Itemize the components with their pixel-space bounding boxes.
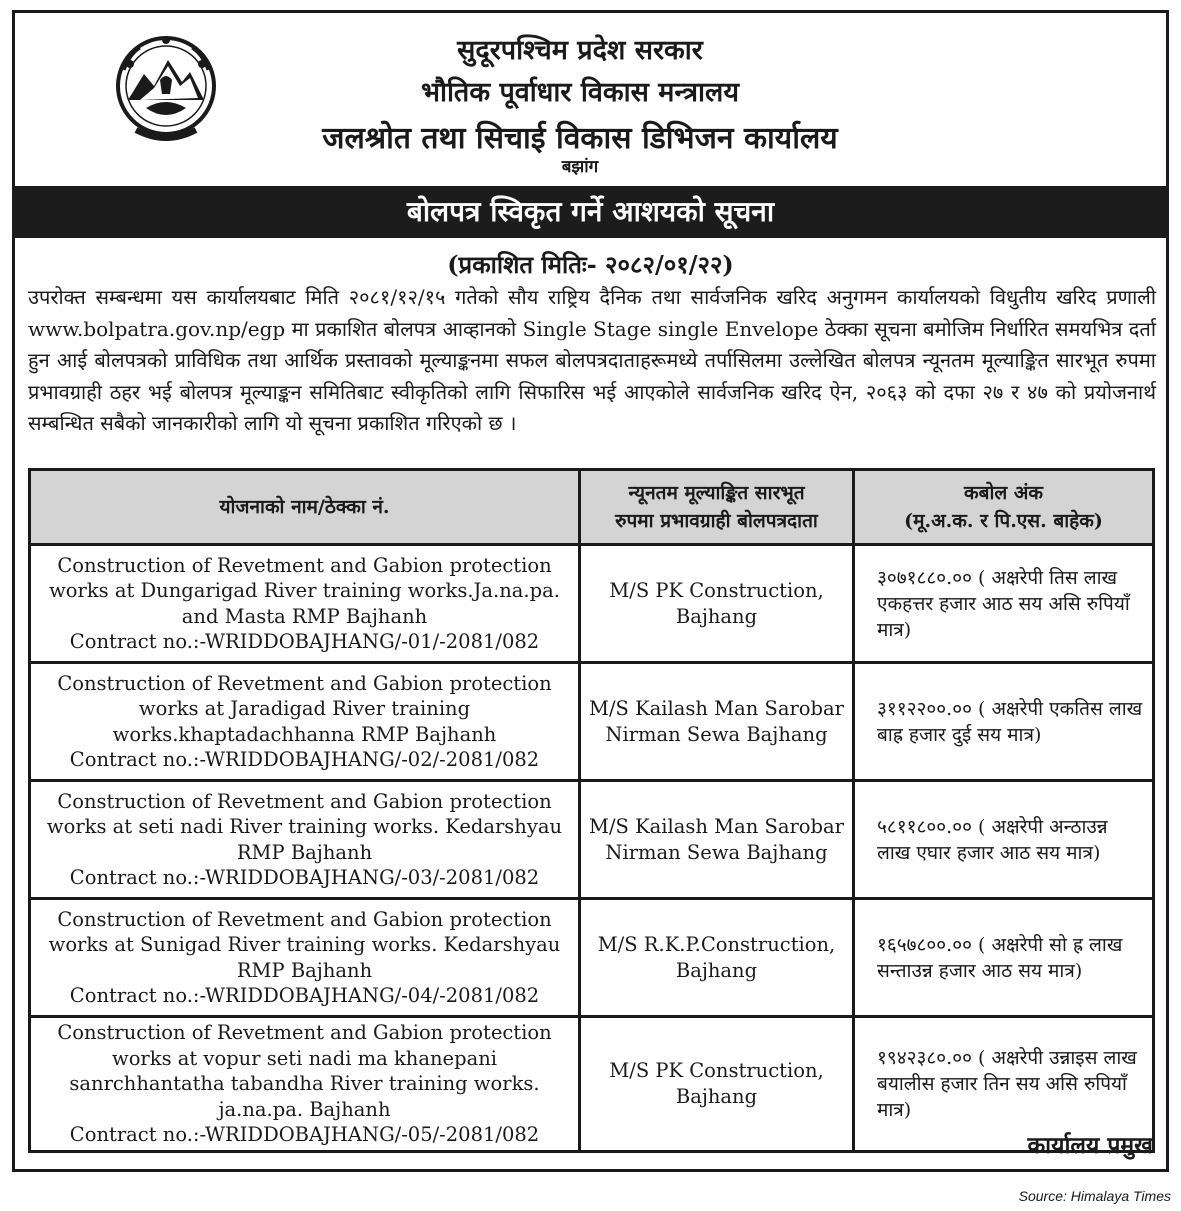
header-amount: कबोल अंक (मू.अ.क. र पि.एस. बाहेक): [854, 470, 1154, 545]
table-row: [30, 1017, 1154, 1152]
amount-cell: ३०७१८८०.०० ( अक्षरेपी तिस लाख एकहत्तर हजार आठ सय असि रुपियाँ मात्र): [854, 545, 1154, 663]
project-cell: Construction of Revetment and Gabion protection works at vopur seti nadi ma khanepani sanrchhantatha tabandha River training works. ja.na.pa. Bajhanh Contract no.:-WRIDDOBAJHANG/-05/-2081/082: [30, 1017, 580, 1152]
award-table: [28, 468, 1155, 1153]
header-project: योजनाको नाम/ठेक्का नं.: [30, 470, 580, 545]
amount-cell: १६५७८००.०० ( अक्षरेपी सो ह्र लाख सन्ताउन्न हजार आठ सय मात्र): [854, 899, 1154, 1017]
published-date: (प्रकाशित मितिः- २०८२/०१/२२): [447, 250, 734, 279]
header-ministry: भौतिक पूर्वाधार विकास मन्त्रालय: [420, 77, 740, 108]
project-cell: Construction of Revetment and Gabion protection works at seti nadi River training works. Kedarshyau RMP Bajhanh Contract no.:-WRIDDOBAJHANG/-03/-2081/082: [30, 781, 580, 899]
notice-body: उपरोक्त सम्बन्धमा यस कार्यालयबाट मिति २०८१/१२/१५ गतेको सौय राष्ट्रिय दैनिक तथा सार्वजनिक खरिद अनुगमन कार्यालयको विधुतीय खरिद प्रणाली www.bolpatra.gov.np/egp मा प्रकाशित बोलपत्र आव्हानको Single Stage single Envelope ठेक्का सूचना बमोजिम निर्धारित समयभित्र दर्ता हुन आई बोलपत्रको प्राविधिक तथा आर्थिक प्रस्तावको मूल्याङ्कनमा सफल बोलपत्रदाताहरूमध्ये तर्पासिलमा उल्लेखित बोलपत्र न्यूनतम मूल्याङ्कित सारभूत रुपमा प्रभावग्राही ठहर भई बोलपत्र मूल्याङ्कन समितिबाट स्वीकृतिको लागि सिफारिस भई आएकोले सार्वजनिक खरिद ऐन, २०६३ को दफा २७ र ४७ को प्रयोजनार्थ सम्बन्धित सबैको जानकारीको लागि यो सूचना प्रकाशित गरिएको छ ।: [28, 285, 1156, 435]
header-location: बझांग: [561, 157, 599, 177]
government-emblem-icon: [110, 30, 222, 148]
header-office: जलश्रोत तथा सिचाई विकास डिभिजन कार्यालय: [322, 121, 838, 156]
table-row: [30, 545, 1154, 663]
notice-title: बोलपत्र स्विकृत गर्ने आशयको सूचना: [12, 186, 1169, 238]
source-credit: Source: Himalaya Times: [1018, 1188, 1171, 1204]
header-province: सुदूरपश्चिम प्रदेश सरकार: [457, 35, 703, 66]
amount-cell: १९४२३८०.०० ( अक्षरेपी उन्नाइस लाख बयालीस हजार तिन सय असि रुपियाँ मात्र): [854, 1017, 1154, 1152]
bidder-cell: M/S Kailash Man Sarobar Nirman Sewa Bajhang: [580, 781, 854, 899]
project-cell: Construction of Revetment and Gabion protection works at Dungarigad River training works.Ja.na.pa. and Masta RMP Bajhanh Contract no.:-WRIDDOBAJHANG/-01/-2081/082: [30, 545, 580, 663]
table-row: [30, 663, 1154, 781]
bidder-cell: M/S Kailash Man Sarobar Nirman Sewa Bajhang: [580, 663, 854, 781]
bidder-cell: M/S R.K.P.Construction, Bajhang: [580, 899, 854, 1017]
amount-cell: ३११२२००.०० ( अक्षरेपी एकतिस लाख बाह्र हजार दुई सय मात्र): [854, 663, 1154, 781]
amount-cell: ५८११८००.०० ( अक्षरेपी अन्ठाउन्न लाख एघार हजार आठ सय मात्र): [854, 781, 1154, 899]
table-header-row: [30, 470, 1154, 545]
office-chief-signoff: कार्यालय प्रमुख: [1027, 1132, 1153, 1159]
header-bidder: न्यूनतम मूल्याङ्कित सारभूत रुपमा प्रभावग्राही बोलपत्रदाता: [580, 470, 854, 545]
table-row: [30, 781, 1154, 899]
project-cell: Construction of Revetment and Gabion protection works at Sunigad River training works. Kedarshyau RMP Bajhanh Contract no.:-WRIDDOBAJHANG/-04/-2081/082: [30, 899, 580, 1017]
project-cell: Construction of Revetment and Gabion protection works at Jaradigad River training works.khaptadachhanna RMP Bajhanh Contract no.:-WRIDDOBAJHANG/-02/-2081/082: [30, 663, 580, 781]
bidder-cell: M/S PK Construction, Bajhang: [580, 1017, 854, 1152]
table-row: [30, 899, 1154, 1017]
bidder-cell: M/S PK Construction, Bajhang: [580, 545, 854, 663]
